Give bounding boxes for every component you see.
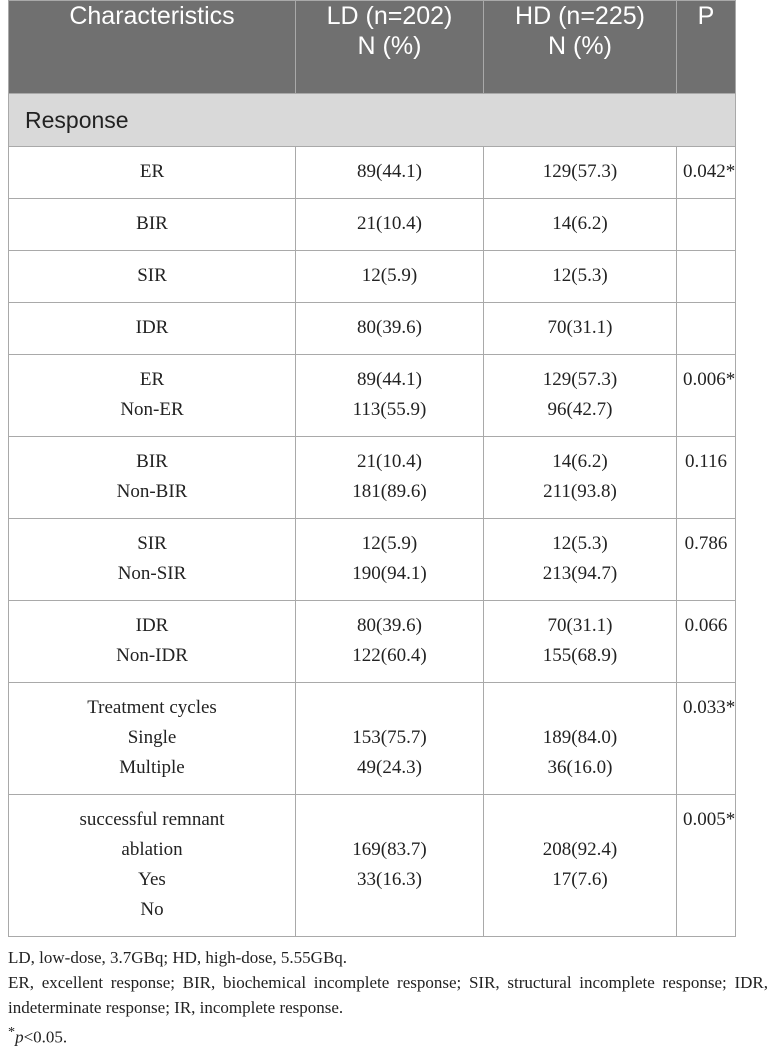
header-characteristics: Characteristics xyxy=(9,1,296,94)
header-ld: LD (n=202) N (%) xyxy=(296,1,484,94)
ld-value: 89(44.1) xyxy=(296,147,484,199)
p-value: 0.066 xyxy=(677,601,736,683)
asterisk-mark: * xyxy=(8,1024,16,1040)
row-label: IDR xyxy=(9,303,296,355)
p-value xyxy=(677,199,736,251)
p-value xyxy=(677,251,736,303)
table-row xyxy=(9,355,736,437)
ld-value: 169(83.7) 33(16.3) xyxy=(296,795,484,937)
header-p: P xyxy=(677,1,736,94)
row-label: successful remnant ablation Yes No xyxy=(9,795,296,937)
row-label: Treatment cycles Single Multiple xyxy=(9,683,296,795)
row-label: BIR Non-BIR xyxy=(9,437,296,519)
row-label: SIR Non-SIR xyxy=(9,519,296,601)
section-row-response xyxy=(9,94,736,147)
hd-value: 70(31.1) xyxy=(484,303,677,355)
p-value: 0.005* xyxy=(677,795,736,937)
table-row xyxy=(9,437,736,519)
note-abbreviations-dose: LD, low-dose, 3.7GBq; HD, high-dose, 5.55GBq. xyxy=(8,948,348,967)
table-row xyxy=(9,199,736,251)
hd-value: 189(84.0) 36(16.0) xyxy=(484,683,677,795)
header-row xyxy=(9,1,736,94)
significance-threshold: <0.05. xyxy=(23,1027,68,1047)
hd-value: 14(6.2) xyxy=(484,199,677,251)
table-row xyxy=(9,303,736,355)
hd-value: 12(5.3) xyxy=(484,251,677,303)
hd-value: 208(92.4) 17(7.6) xyxy=(484,795,677,937)
ld-value: 21(10.4) xyxy=(296,199,484,251)
row-label: IDR Non-IDR xyxy=(9,601,296,683)
ld-value: 153(75.7) 49(24.3) xyxy=(296,683,484,795)
note-abbreviations-response: ER, excellent response; BIR, biochemical incomplete response; SIR, structural incomplete response; IDR, indeterminate response; IR, incomplete response. xyxy=(8,973,768,1017)
table-row xyxy=(9,683,736,795)
row-label: SIR xyxy=(9,251,296,303)
table-row xyxy=(9,601,736,683)
ld-value: 21(10.4) 181(89.6) xyxy=(296,437,484,519)
ld-value: 80(39.6) 122(60.4) xyxy=(296,601,484,683)
hd-value: 70(31.1) 155(68.9) xyxy=(484,601,677,683)
p-value: 0.042* xyxy=(677,147,736,199)
ld-value: 89(44.1) 113(55.9) xyxy=(296,355,484,437)
results-table xyxy=(8,0,736,937)
p-value: 0.033* xyxy=(677,683,736,795)
note-significance xyxy=(8,1020,768,1050)
table-row xyxy=(9,251,736,303)
row-label: BIR xyxy=(9,199,296,251)
p-value: 0.116 xyxy=(677,437,736,519)
ld-value: 80(39.6) xyxy=(296,303,484,355)
hd-value: 12(5.3) 213(94.7) xyxy=(484,519,677,601)
hd-value: 14(6.2) 211(93.8) xyxy=(484,437,677,519)
hd-value: 129(57.3) xyxy=(484,147,677,199)
hd-value: 129(57.3) 96(42.7) xyxy=(484,355,677,437)
section-label: Response xyxy=(9,94,736,147)
table-footnotes xyxy=(8,945,768,1050)
table-row xyxy=(9,519,736,601)
p-value: 0.006* xyxy=(677,355,736,437)
p-symbol: p xyxy=(15,1027,24,1047)
ld-value: 12(5.9) xyxy=(296,251,484,303)
table-row xyxy=(9,795,736,937)
p-value: 0.786 xyxy=(677,519,736,601)
p-value xyxy=(677,303,736,355)
row-label: ER Non-ER xyxy=(9,355,296,437)
table-row xyxy=(9,147,736,199)
header-hd: HD (n=225) N (%) xyxy=(484,1,677,94)
ld-value: 12(5.9) 190(94.1) xyxy=(296,519,484,601)
row-label: ER xyxy=(9,147,296,199)
